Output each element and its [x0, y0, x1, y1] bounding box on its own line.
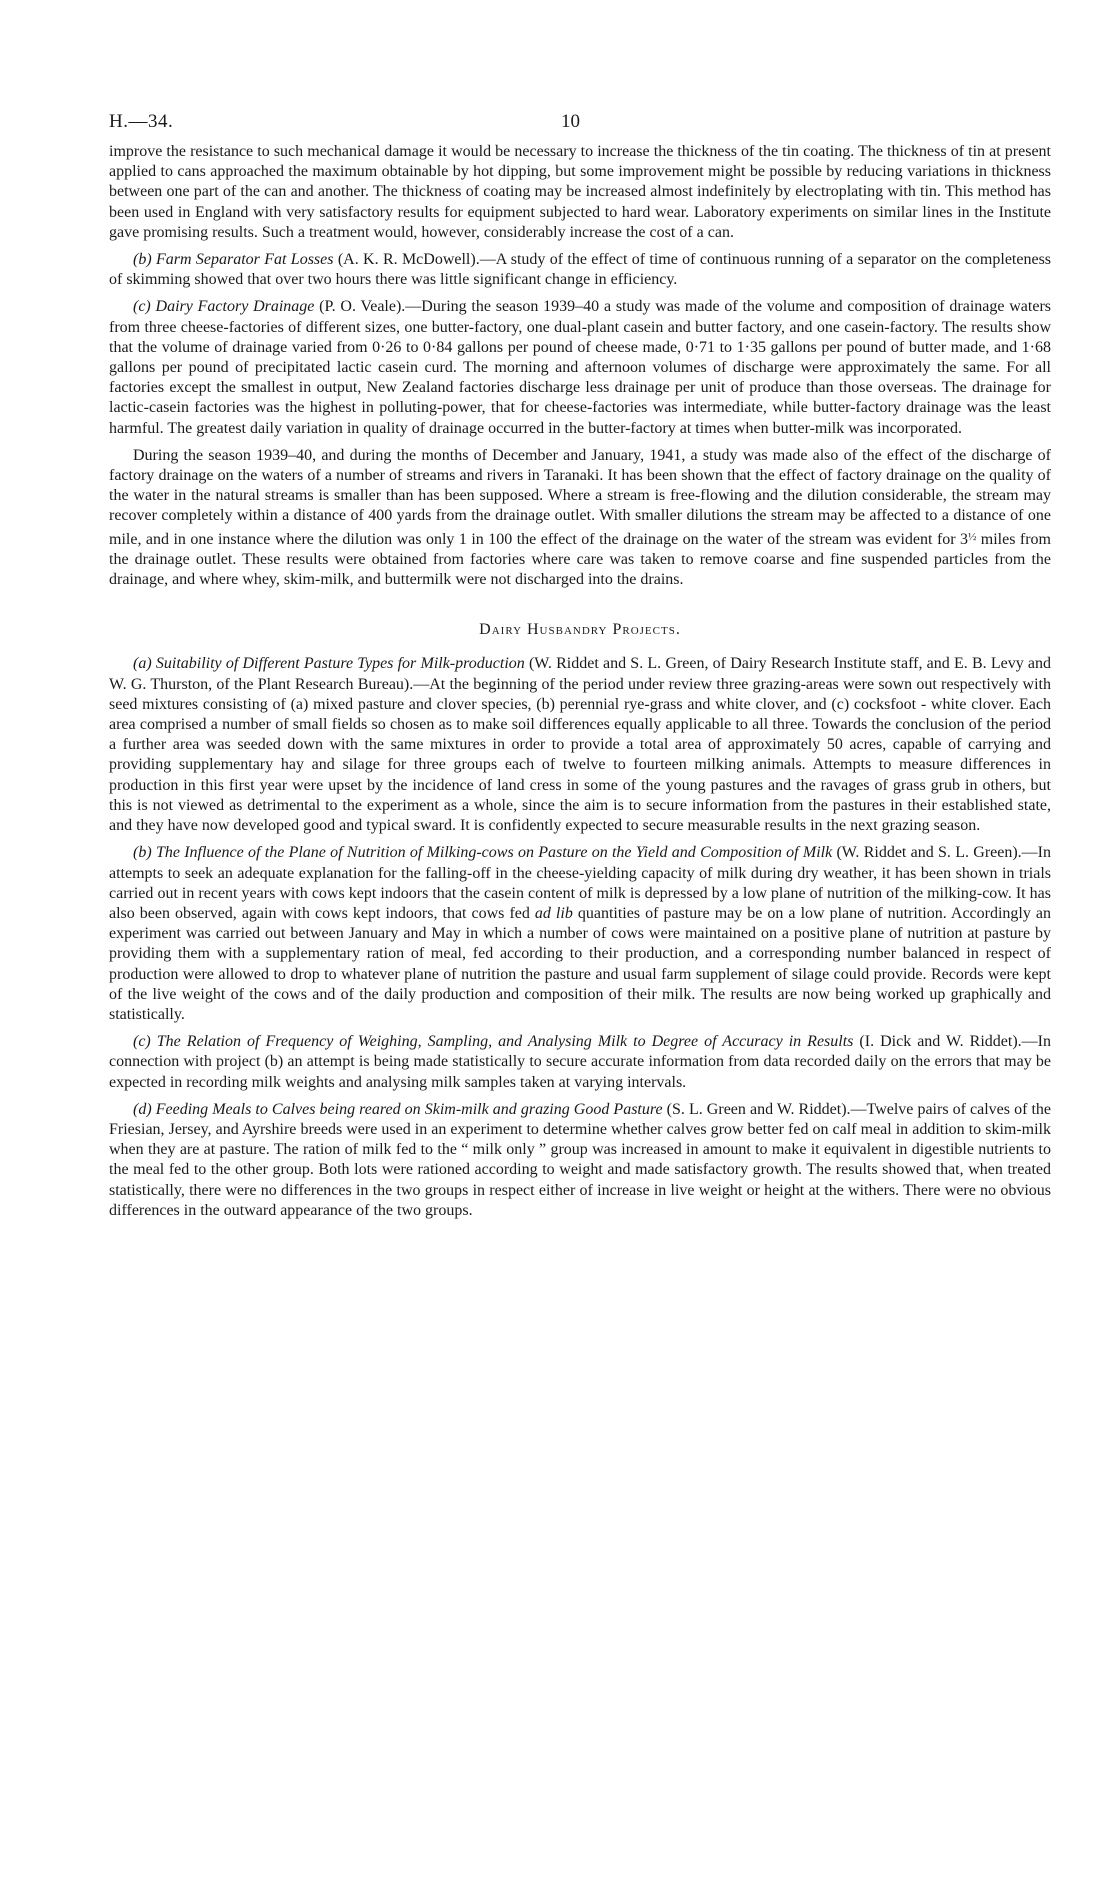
item-text: (W. Riddet and S. L. Green, of Dairy Research Institute staff, and E. B. Levy and W. G. Thurston, of the Plant Research Bureau).—At the beginning of the period under review three grazing-areas were sown out respectively with seed mixtures consisting of (a) mixed pasture and clover species, (b) perennial rye-grass and white clover, and (c) cocksfoot - white clover. Each area comprised a number of small fields so chosen as to make soil differences equally applicable to all three. Towards the conclusion of the period a further area was seeded down with the same mixtures in order to provide a total area of approximately 50 acres, capable of carrying and providing supplementary hay and silage for three groups each of twelve to fourteen milking animals. Attempts to measure differences in production in this first year were upset by the incidence of land cress in some of the young pastures and the ravages of grass grub in others, but this is not viewed as detrimental to the experiment as a whole, since the aim is to secure information from the pastures in their established state, and they have now developed good and typical sward. It is confidently expected to secure measurable results in the next grazing season.: [109, 655, 1052, 835]
item-text: (A. K. R. McDowell).—A study of the effect of time of continuous running of a separator on the completeness of skimming showed that over two hours there was little significant change in efficiency.: [109, 251, 1052, 289]
document-reference: H.—34.: [109, 111, 174, 132]
item-title: The Influence of the Plane of Nutrition of Milking-cows on Pasture on the Yield and Composition of Milk: [155, 844, 833, 862]
project-weighing-accuracy: [109, 1032, 1051, 1093]
paragraph-taranaki-streams: [109, 446, 1051, 590]
section-heading: Dairy Husbandry Projects.: [479, 621, 681, 639]
project-plane-of-nutrition: [109, 843, 1051, 1025]
project-calf-feeding: [109, 1100, 1051, 1221]
italic-term: ad lib: [534, 904, 573, 922]
fraction-half: ½: [968, 530, 977, 543]
item-label: (b): [133, 844, 152, 862]
item-label: (c): [133, 1033, 151, 1051]
item-title: Farm Separator Fat Losses: [156, 251, 334, 269]
item-label: (b): [133, 251, 152, 269]
item-text-continued: quantities of pasture may be on a low plane of nutrition. Accordingly an experiment was carried out between January and May in which a number of cows were maintained on a positive plane of nutrition at pasture by providing them with a supplementary ration of meal, fed according to their production, and a corresponding number balanced in respect of production were allowed to drop to whatever plane of nutrition the pasture and usual farm supplement of silage could provide. Records were kept of the live weight of the cows and of the daily production and composition of their milk. The results are now being worked up graphically and statistically.: [109, 904, 1051, 1023]
item-label: (d): [133, 1100, 152, 1118]
item-text: (W. Riddet and S. L. Green).—In attempts to seek an adequate explanation for the falling-off in the cheese-yielding capacity of milk during dry weather, it has been shown in trials carried out in recent years with cows kept indoors that the casein content of milk is depressed by a low plane of nutrition of the milking-cow. It has also been observed, again with cows kept indoors, that cows fed: [109, 844, 1052, 922]
document-page: [109, 112, 1051, 1228]
item-text: (I. Dick and W. Riddet).—In connection with project (b) an attempt is being made statistically to secure accurate information from data recorded daily on the errors that may be expected in recording milk weights and analysing milk samples taken at varying intervals.: [109, 1033, 1052, 1091]
item-text: (S. L. Green and W. Riddet).—Twelve pairs of calves of the Friesian, Jersey, and Ayrshire breeds were used in an experiment to determine whether calves grow better fed on calf meal in addition to skim-milk when they are at pasture. The ration of milk fed to the “ milk only ” group was increased in amount to make it equivalent in digestible nutrients to the meal fed to the other group. Both lots were rationed according to weight and made satisfactory growth. The results showed that, when treated statistically, there were no differences in the two groups in respect either of increase in live weight or height at the withers. There were no obvious differences in the outward appearance of the two groups.: [109, 1100, 1052, 1219]
page-header: [109, 112, 1051, 140]
paragraph-text-before: During the season 1939–40, and during the months of December and January, 1941, a study was made also of the effect of the discharge of factory drainage on the waters of a number of streams and rivers in Taranaki. It has been shown that the effect of factory drainage on the quality of the water in the natural streams is smaller than has been supposed. Where a stream is free-flowing and the dilution considerable, the stream may recover completely within a distance of 400 yards from the drainage outlet. With smaller dilutions the stream may be affected to a distance of one mile, and in one instance where the dilution was only 1 in 100 the effect of the drainage on the water of the stream was evident for 3: [109, 446, 1051, 548]
project-pasture-types: [109, 654, 1051, 836]
item-text: (P. O. Veale).—During the season 1939–40 a study was made of the volume and composition of drainage waters from three cheese-factories of different sizes, one butter-factory, one dual-plant casein and butter factory, and one casein-factory. The results show that the volume of drainage varied from 0·26 to 0·84 gallons per pound of cheese made, 0·71 to 1·35 gallons per pound of butter made, and 1·68 gallons per pound of precipitated lactic casein curd. The morning and afternoon volumes of discharge were approximately the same. For all factories except the smallest in output, New Zealand factories discharge less drainage per unit of produce than those overseas. The drainage for lactic-casein factories was the highest in polluting-power, that for cheese-factories was intermediate, while butter-factory drainage was the least harmful. The greatest daily variation in quality of drainage occurred in the butter-factory at times when butter-milk was incorporated.: [109, 298, 1052, 437]
item-title: Dairy Factory Drainage: [155, 298, 315, 316]
item-title: The Relation of Frequency of Weighing, Sampling, and Analysing Milk to Degree of Accuracy in Results: [156, 1033, 854, 1051]
paragraph-text-after: miles from the drainage outlet. These results were obtained from factories where care was taken to remove coarse and fine suspended particles from the drainage, and where whey, skim-milk, and buttermilk were not discharged into the drains.: [109, 530, 1052, 589]
item-label: (c): [133, 298, 151, 316]
page-number: 10: [561, 111, 580, 132]
item-label: (a): [133, 655, 152, 673]
paragraph-separator-losses: [109, 250, 1051, 290]
paragraph-tin-coating: improve the resistance to such mechanical damage it would be necessary to increase the thickness of the tin coating. The thickness of tin at present applied to cans approached the maximum obtainable by hot dipping, but some improvement might be possible by reducing variations in thickness between one part of the can and another. The thickness of coating may be increased almost indefinitely by electroplating with tin. This method has been used in England with very satisfactory results for equipment subjected to hard wear. Laboratory experiments on similar lines in the Institute gave promising results. Such a treatment would, however, considerably increase the cost of a can.: [109, 143, 1051, 241]
item-title: Suitability of Different Pasture Types for Milk-production: [155, 655, 525, 673]
paragraph-factory-drainage: [109, 297, 1051, 438]
item-title: Feeding Meals to Calves being reared on Skim-milk and grazing Good Pasture: [155, 1100, 663, 1118]
